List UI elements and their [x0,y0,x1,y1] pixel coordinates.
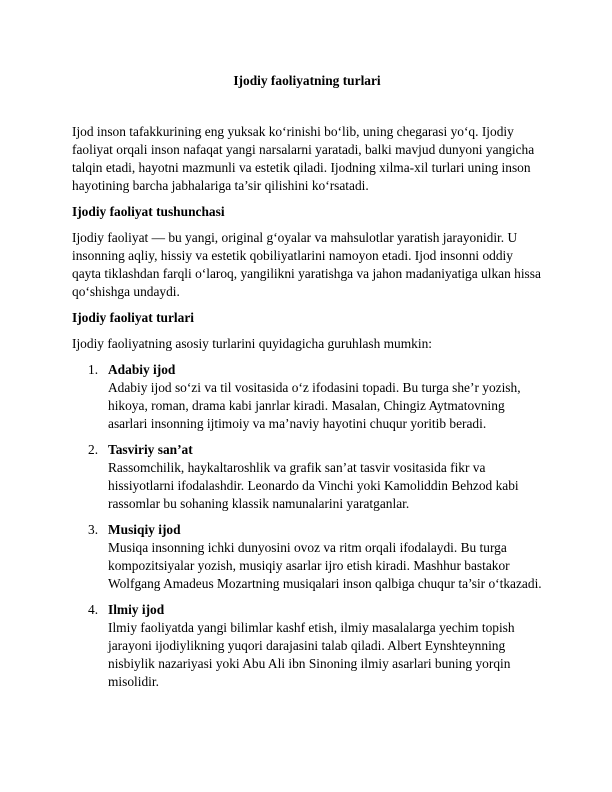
list-item-text: Ilmiy faoliyatda yangi bilimlar kashf etish, ilmiy masalalarga yechim topish jarayoni ijodiylikning yuqori darajasini talab qiladi. Albert Eynshteynning nisbiylik nazariyasi yoki Abu Ali ibn Sinoning ilmiy asarlari buning yorqin misolidir. [108,620,515,689]
list-item-number: 1. [88,362,99,377]
list-item-title: Tasviriy san’at [108,442,193,457]
document-body [72,123,542,699]
list-item-number: 2. [88,442,99,457]
concept-paragraph: Ijodiy faoliyat — bu yangi, original gʻoyalar va mahsulotlar yaratish jarayonidir. U insonning aqliy, hissiy va estetik qobiliyatlarini namoyon etadi. Ijod insonni oddiy qayta tiklashdan farqli oʻlaroq, yangilikni yaratishga va jahon madaniyatiga ulkan hissa qoʻshishga undaydi. [72,230,541,299]
list-item-number: 3. [88,522,99,537]
list-item [72,521,542,593]
types-list [72,361,542,691]
list-item-text: Adabiy ijod soʻzi va til vositasida oʻz ifodasini topadi. Bu turga she’r yozish, hikoya, roman, drama kabi janrlar kiradi. Masalan, Chingiz Aytmatovning asarlari insonning ijtimoiy va ma’naviy hayotini chuqur yoritib beradi. [108,380,521,431]
list-item-number: 4. [88,602,99,617]
list-item [72,361,542,433]
section-heading-concept: Ijodiy faoliyat tushunchasi [72,204,225,219]
list-item-text: Rassomchilik, haykaltaroshlik va grafik san’at tasvir vositasida fikr va hissiyotlarni ifodalashdir. Leonardo da Vinchi yoki Kamoliddin Behzod kabi rassomlar bu sohaning klassik namunalarini yaratganlar. [108,460,519,511]
list-item [72,601,542,691]
list-item [72,441,542,513]
types-intro-paragraph: Ijodiy faoliyatning asosiy turlarini quyidagicha guruhlash mumkin: [72,336,432,351]
section-heading-types: Ijodiy faoliyat turlari [72,310,194,325]
list-item-text: Musiqa insonning ichki dunyosini ovoz va ritm orqali ifodalaydi. Bu turga kompozitsiyalar yozish, musiqiy asarlar ijro etish kiradi. Mashhur bastakor Wolfgang Amadeus Mozartning musiqalari inson qalbiga chuqur ta’sir oʻtkazadi. [108,540,542,591]
list-item-title: Ilmiy ijod [108,602,165,617]
list-item-title: Musiqiy ijod [108,522,181,537]
intro-paragraph: Ijod inson tafakkurining eng yuksak koʻrinishi boʻlib, uning chegarasi yoʻq. Ijodiy faoliyat orqali inson nafaqat yangi narsalarni yaratadi, balki mavjud dunyoni yangicha talqin etadi, hayotni mazmunli va estetik qiladi. Ijodning xilma-xil turlari uning inson hayotining barcha jabhalariga ta’sir qilishini koʻrsatadi. [72,124,535,193]
document-title: Ijodiy faoliyatning turlari [233,73,381,88]
list-item-title: Adabiy ijod [108,362,176,377]
